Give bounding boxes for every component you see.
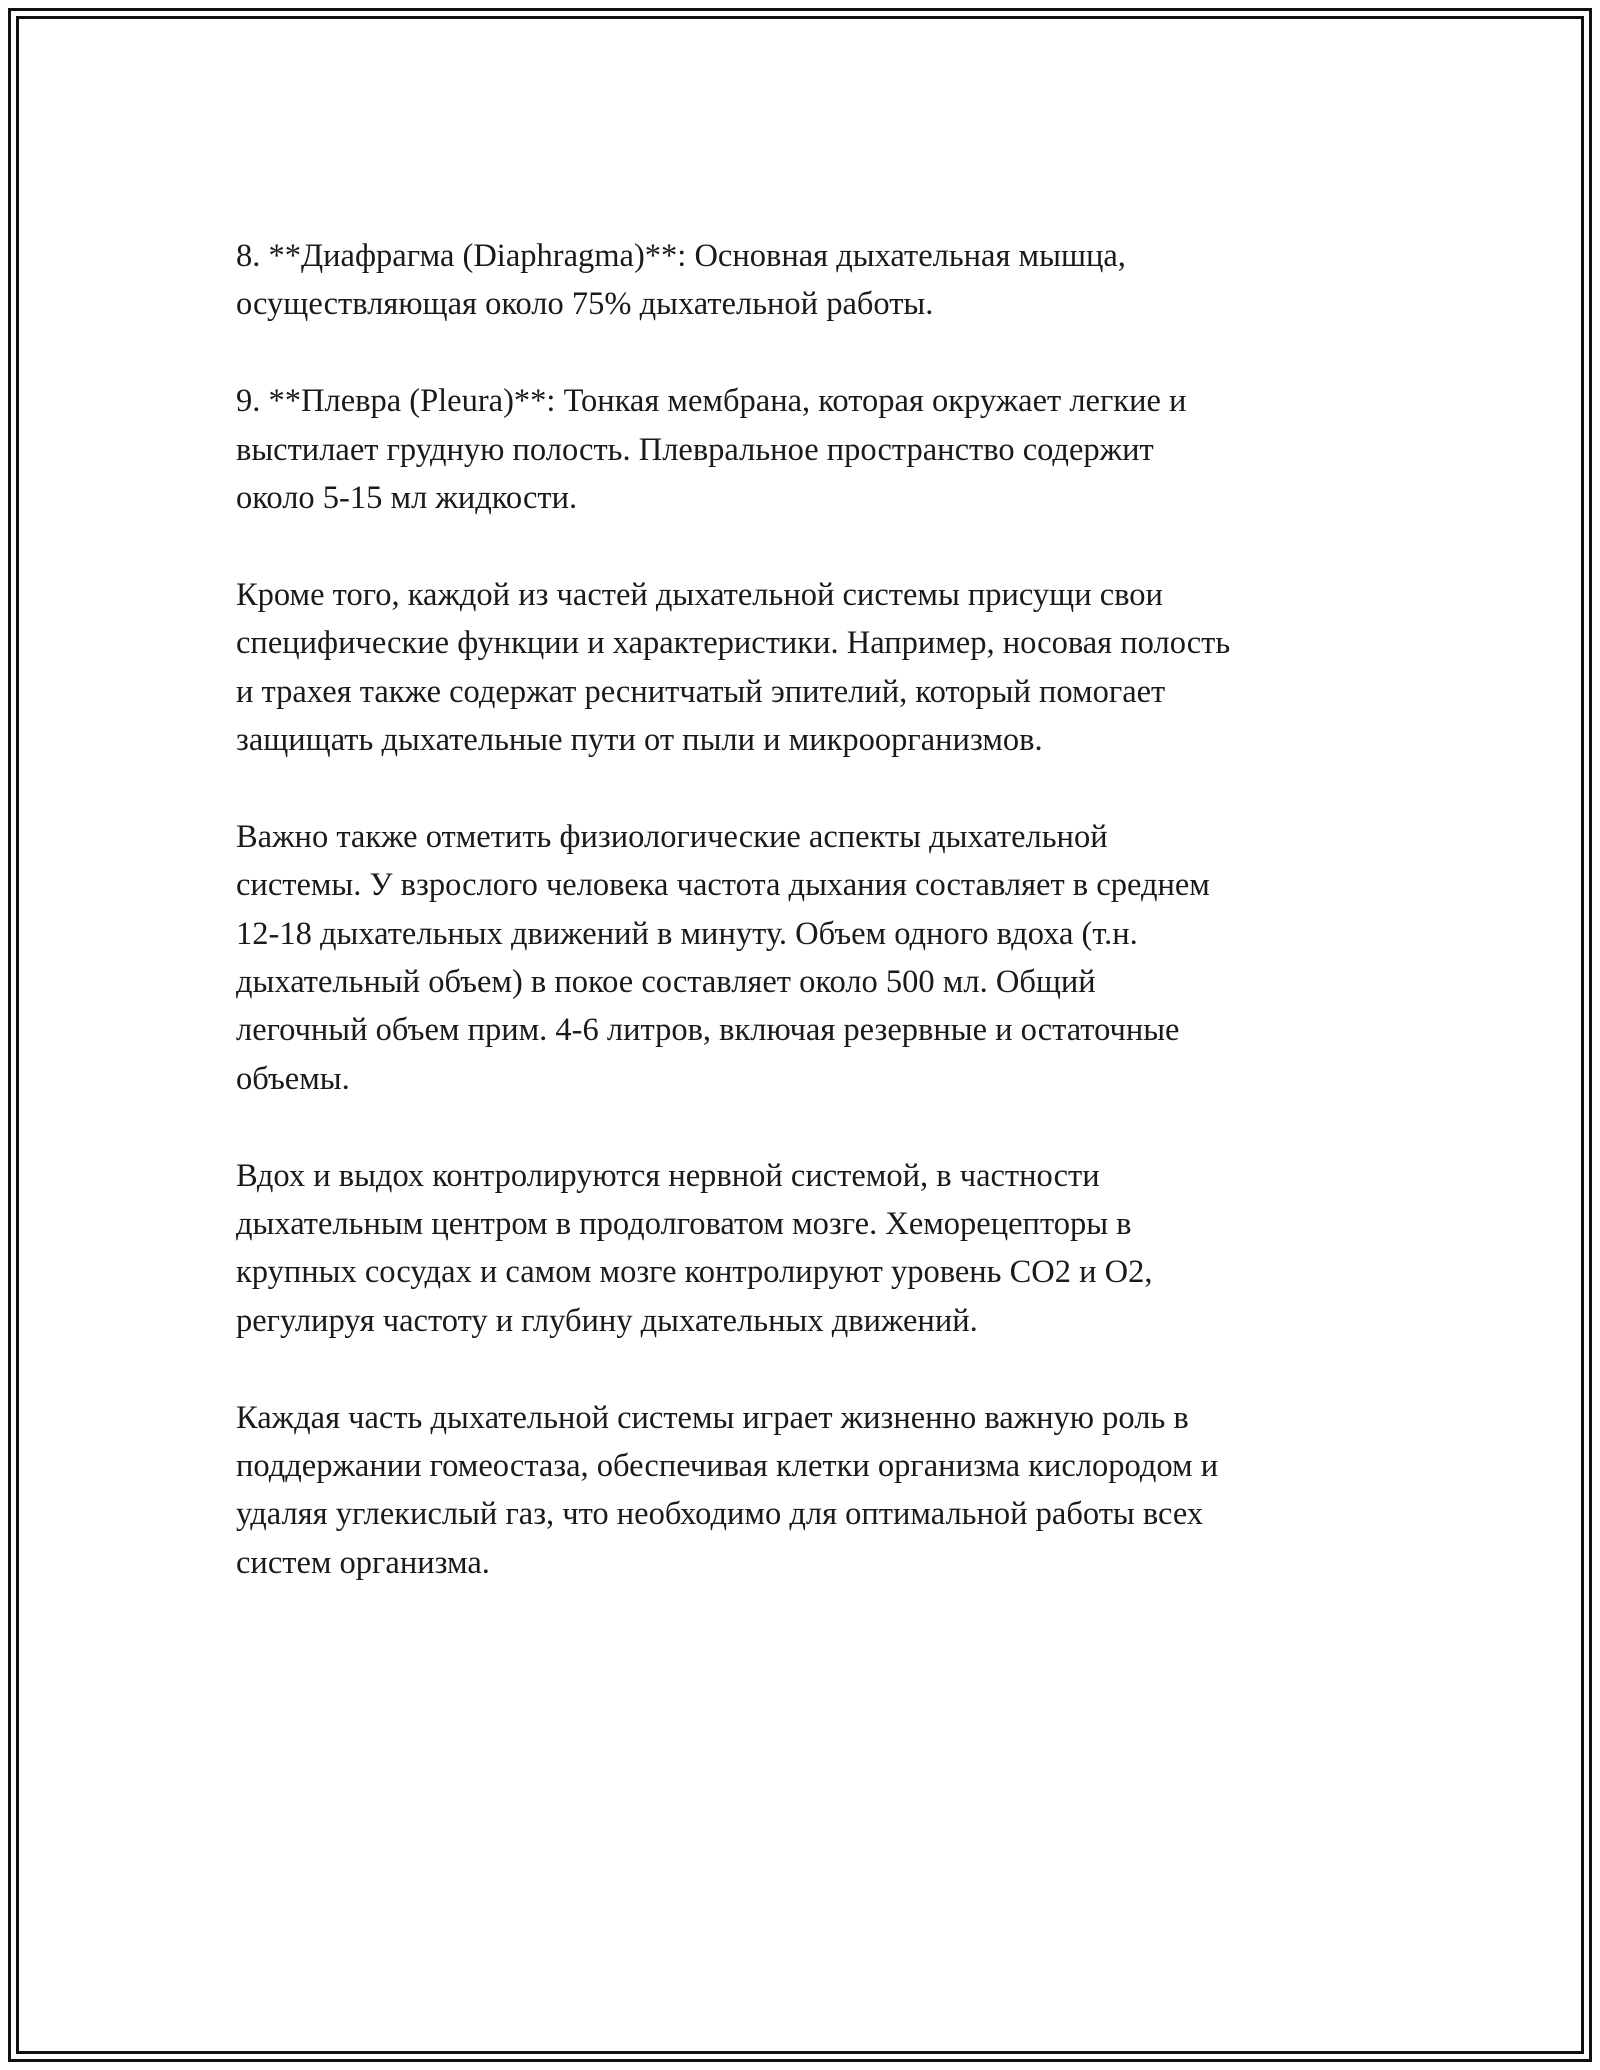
text-line: 12-18 дыхательных движений в минуту. Объем одного вдоха (т.н. [236,915,1138,952]
text-line: удаляя углекислый газ, что необходимо для оптимальной работы всех [236,1496,1204,1533]
text-line: специфические функции и характеристики. Например, носовая полость [236,625,1231,662]
text-line: дыхательный объем) в покое составляет около 500 мл. Общий [236,964,1096,1001]
text-line: и трахея также содержат реснитчатый эпителий, который помогает [236,673,1166,710]
text-line: поддержании гомеостаза, обеспечивая клетки организма кислородом и [236,1448,1219,1485]
text-line: регулируя частоту и глубину дыхательных движений. [236,1302,978,1339]
paragraph-functions [236,571,1376,765]
text-line: крупных сосудах и самом мозге контролируют уровень CO2 и O2, [236,1254,1153,1291]
text-line: 9. **Плевра (Pleura)**: Тонкая мембрана, которая окружает легкие и [236,383,1187,420]
text-line: защищать дыхательные пути от пыли и микроорганизмов. [236,722,1043,759]
document-body [236,232,1376,1636]
text-line: дыхательным центром в продолговатом мозге. Хеморецепторы в [236,1206,1132,1243]
text-line: легочный объем прим. 4-6 литров, включая резервные и остаточные [236,1012,1180,1049]
text-line: Кроме того, каждой из частей дыхательной системы присущи свои [236,576,1163,613]
paragraph-conclusion [236,1394,1376,1588]
text-line: Каждая часть дыхательной системы играет жизненно важную роль в [236,1399,1189,1436]
text-line: объемы. [236,1060,350,1097]
paragraph-diaphragm [236,232,1376,329]
text-line: системы. У взрослого человека частота дыхания составляет в среднем [236,867,1210,904]
text-line: выстилает грудную полость. Плевральное пространство содержит [236,431,1154,468]
paragraph-regulation [236,1152,1376,1346]
paragraph-pleura [236,377,1376,522]
text-line: осуществляющая около 75% дыхательной работы. [236,286,934,323]
text-line: 8. **Диафрагма (Diaphragma)**: Основная дыхательная мышца, [236,238,1126,274]
text-line: Важно также отметить физиологические аспекты дыхательной [236,818,1108,855]
text-line: около 5-15 мл жидкости. [236,480,578,517]
text-line: систем организма. [236,1544,490,1581]
text-line: Вдох и выдох контролируются нервной системой, в частности [236,1157,1100,1194]
paragraph-physiology [236,813,1376,1103]
